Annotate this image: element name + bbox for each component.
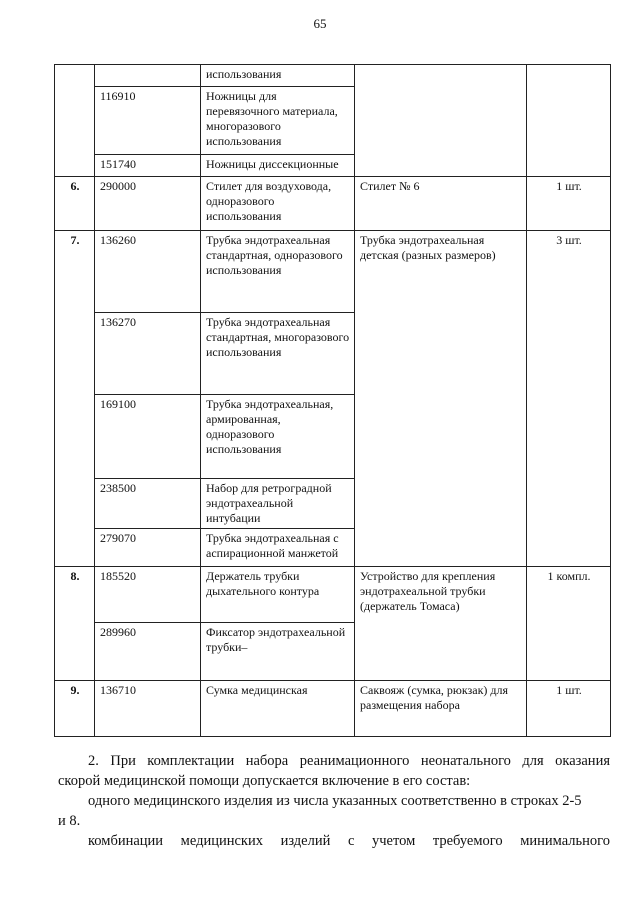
table-row (55, 567, 611, 623)
quantity (527, 65, 611, 177)
product-name: Стилет для воздуховода, одноразового использования (201, 177, 355, 231)
quantity: 1 компл. (527, 567, 611, 681)
row-number: 6. (55, 177, 95, 231)
product-name: Фиксатор эндотрахеальной трубки– (201, 623, 355, 681)
table-row (55, 231, 611, 313)
required-item (355, 65, 527, 177)
product-code: 289960 (95, 623, 201, 681)
quantity: 1 шт. (527, 681, 611, 737)
product-name: Держатель трубки дыхательного контура (201, 567, 355, 623)
required-item: Саквояж (сумка, рюкзак) для размещения набора (355, 681, 527, 737)
product-code: 151740 (95, 155, 201, 177)
page-number: 65 (313, 16, 327, 31)
table-row (55, 177, 611, 231)
product-name: Ножницы для перевязочного материала, многоразового использования (201, 87, 355, 155)
paragraph-line: скорой медицинской помощи допускается включение в его состав: (58, 773, 471, 789)
row-number: 7. (55, 231, 95, 567)
required-item: Стилет № 6 (355, 177, 527, 231)
product-name: Ножницы диссекционные (201, 155, 355, 177)
product-code: 136260 (95, 231, 201, 313)
quantity: 3 шт. (527, 231, 611, 567)
product-code: 136270 (95, 313, 201, 395)
product-name: Набор для ретроградной эндотрахеальной интубации (201, 479, 355, 529)
product-code: 290000 (95, 177, 201, 231)
paragraph-line: и 8. (58, 813, 81, 829)
paragraph-line: комбинации медицинских изделий с учетом требуемого минимального (88, 833, 610, 849)
product-name: Трубка эндотрахеальная стандартная, многоразового использования (201, 313, 355, 395)
table-row (55, 65, 611, 87)
product-code: 238500 (95, 479, 201, 529)
product-name: Трубка эндотрахеальная, армированная, одноразового использования (201, 395, 355, 479)
quantity: 1 шт. (527, 177, 611, 231)
product-name: использования (201, 65, 355, 87)
product-code: 185520 (95, 567, 201, 623)
row-number: 9. (55, 681, 95, 737)
product-name: Сумка медицинская (201, 681, 355, 737)
paragraph-line: одного медицинского изделия из числа указанных соответственно в строках 2-5 (88, 793, 582, 809)
paragraph-line: 2. При комплектации набора реанимационного неонатального для оказания (88, 753, 610, 769)
equipment-table (54, 64, 611, 737)
product-name: Трубка эндотрахеальная стандартная, одноразового использования (201, 231, 355, 313)
required-item: Устройство для крепления эндотрахеальной трубки (держатель Томаса) (355, 567, 527, 681)
product-code (95, 65, 201, 87)
product-code: 136710 (95, 681, 201, 737)
required-item: Трубка эндотрахеальная детская (разных размеров) (355, 231, 527, 567)
row-number (55, 65, 95, 177)
product-code: 116910 (95, 87, 201, 155)
product-code: 169100 (95, 395, 201, 479)
product-name: Трубка эндотрахеальная с аспирационной манжетой (201, 529, 355, 567)
table-row (55, 681, 611, 737)
row-number: 8. (55, 567, 95, 681)
product-code: 279070 (95, 529, 201, 567)
